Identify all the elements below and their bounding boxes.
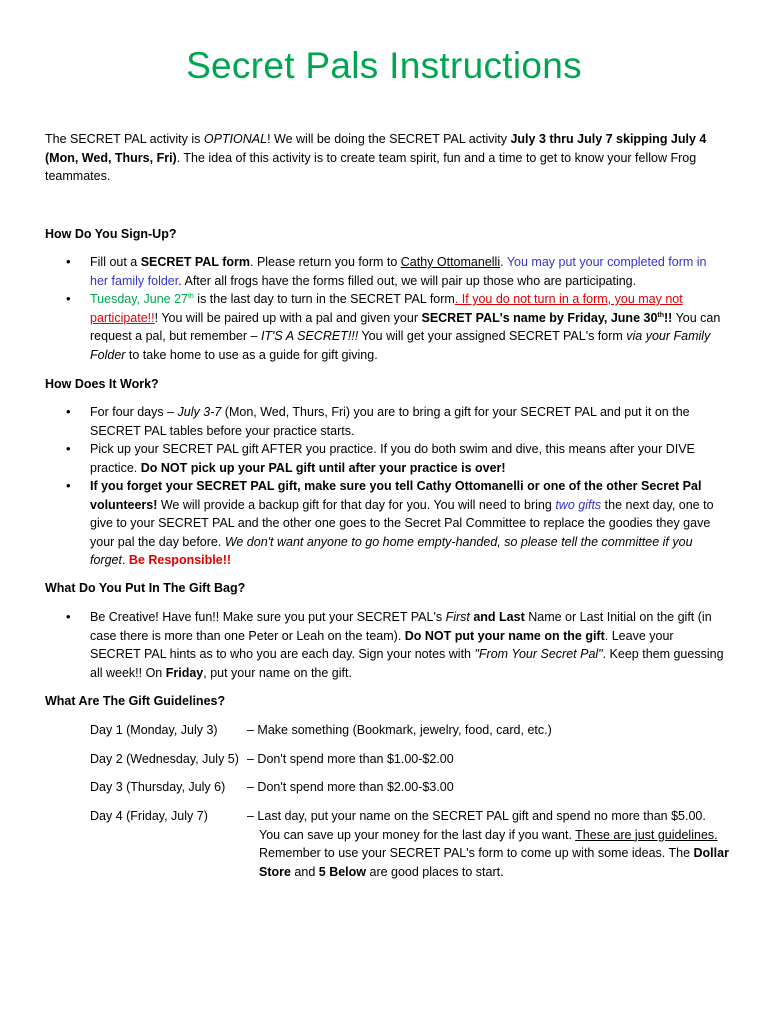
text: (Mon, Wed, Thurs, Fri) you are to bring a gift for your SECRET PAL and put it on the SECRET PAL tables before your practice starts.	[90, 405, 690, 438]
guideline-desc	[247, 807, 729, 881]
guideline-desc: – Don't spend more than $1.00-$2.00	[247, 752, 454, 766]
list-item	[45, 440, 725, 477]
bag-heading: What Do You Put In The Gift Bag?	[45, 581, 246, 595]
guideline-day: Day 2 (Wednesday, July 5)	[90, 752, 239, 766]
first-text: First	[445, 610, 470, 624]
list-item	[45, 608, 725, 682]
text: and	[290, 864, 319, 879]
guidelines-heading: What Are The Gift Guidelines?	[45, 694, 226, 708]
signup-section	[45, 253, 725, 364]
forgot-gift-text: If you forget your SECRET PAL gift, make sure you tell Cathy Ottomanelli or one of the other Secret Pal volunteers!	[90, 479, 702, 512]
no-name-warning: Do NOT put your name on the gift	[404, 628, 605, 643]
date-range: July 3-7	[177, 405, 222, 419]
family-folder-note: You may put your completed form in her family folder	[90, 255, 707, 288]
signup-list	[45, 253, 725, 364]
text: . After all frogs have the forms filled out, we will pair up those who are participating.	[178, 273, 637, 288]
text: Be Creative! Have fun!! Make sure you put your SECRET PAL's	[90, 610, 446, 624]
text: You will get your assigned SECRET PAL's form	[358, 329, 627, 343]
guideline-day: Day 3 (Thursday, July 6)	[90, 780, 226, 794]
deadline-date	[90, 292, 194, 306]
guideline-day: Day 4 (Friday, July 7)	[90, 809, 208, 823]
friday-text: Friday	[165, 665, 204, 680]
optional-text: OPTIONAL	[203, 132, 268, 146]
page-title: Secret Pals Instructions	[186, 45, 582, 86]
list-item	[45, 253, 725, 290]
text: You can request a pal, but remember –	[90, 310, 721, 343]
text: the next day, one to give to your SECRET PAL and the other one goes to the Secret Pal Committee to replace the goodies they gave your pal the day before.	[90, 497, 714, 549]
list-item	[45, 477, 725, 570]
intro-text: . The idea of this activity is to create team spirit, fun and a time to get to know your fellow Frog teammates.	[45, 150, 697, 183]
intro-paragraph	[45, 130, 725, 186]
last-text: and Last	[469, 610, 525, 624]
be-responsible-text: Be Responsible!!	[128, 553, 232, 567]
bag-section	[45, 608, 725, 682]
deadline-date-text: Tuesday, June 27	[90, 292, 188, 306]
intro-text: ! We will be doing the SECRET PAL activity	[267, 132, 511, 146]
text: – Last day, put your name on the SECRET PAL gift and spend no more than $5.00. You can save up your money for the last day if you want.	[247, 809, 706, 842]
pickup-warning: Do NOT pick up your PAL gift until after your practice is over!	[140, 460, 506, 475]
signup-heading: How Do You Sign-Up?	[45, 227, 177, 241]
text: . Please return you form to	[250, 255, 401, 269]
text: .	[121, 553, 129, 567]
ordinal-suffix: th	[187, 293, 194, 300]
family-folder-text: via your Family Folder	[90, 329, 711, 362]
bag-list	[45, 608, 725, 682]
just-guidelines-text: These are just guidelines.	[575, 827, 718, 842]
two-gifts-text: two gifts	[555, 497, 602, 512]
text: .	[500, 255, 507, 269]
text: Name or Last Initial on the gift (in case there is more than one Peter or Leah on the team).	[90, 610, 712, 643]
text: ! You will be paired up with a pal and given your	[154, 310, 422, 325]
text: to take home to use as a guide for gift giving.	[125, 347, 378, 362]
text: . Leave your SECRET PAL hints as to who you are each day. Sign your notes with	[90, 628, 674, 661]
text: For four days –	[90, 405, 178, 419]
guideline-desc: – Make something (Bookmark, jewelry, food, card, etc.)	[247, 723, 552, 737]
text: are good places to start.	[366, 864, 504, 879]
contact-name: Cathy Ottomanelli	[400, 255, 501, 269]
guideline-desc: – Don't spend more than $2.00-$3.00	[247, 780, 454, 794]
intro-text: The SECRET PAL activity is	[45, 132, 204, 146]
text: We will provide a backup gift for that day for you. You will need to bring	[157, 497, 556, 512]
activity-dates: July 3 thru July 7 skipping July 4 (Mon, Wed, Thurs, Fri)	[45, 132, 707, 165]
text: . Keep them guessing all week!! On	[90, 647, 724, 680]
text: is the last day to turn in the SECRET PAL form	[193, 292, 455, 306]
signature-text: "From Your Secret Pal"	[474, 647, 603, 661]
how-section	[45, 403, 725, 570]
text: Pick up your SECRET PAL gift AFTER you practice. If you do both swim and dive, this means after your DIVE practice.	[90, 442, 695, 475]
dollar-store-text: Dollar Store	[259, 846, 729, 879]
text: Fill out a	[90, 255, 141, 269]
exclamation: !!	[664, 310, 673, 325]
five-below-text: 5 Below	[318, 864, 367, 879]
ordinal-suffix: th	[657, 311, 665, 319]
text: , put your name on the gift.	[203, 665, 352, 680]
committee-note: We don't want anyone to go home empty-handed, so please tell the committee if you forget	[90, 534, 693, 567]
pairing-date-text: SECRET PAL's name by Friday, June 30	[421, 310, 658, 325]
how-heading: How Does It Work?	[45, 377, 159, 391]
pairing-date	[421, 311, 672, 325]
text: Remember to use your SECRET PAL's form to come up with some ideas. The	[259, 846, 694, 860]
list-item	[45, 403, 725, 440]
warning-text: . If you do not turn in a form, you may not participate!!	[90, 292, 683, 325]
list-item	[45, 290, 725, 364]
secret-note: IT'S A SECRET!!!	[260, 329, 359, 343]
secret-pal-form-text: SECRET PAL form	[140, 255, 250, 269]
guideline-day: Day 1 (Monday, July 3)	[90, 723, 218, 737]
how-list	[45, 403, 725, 570]
